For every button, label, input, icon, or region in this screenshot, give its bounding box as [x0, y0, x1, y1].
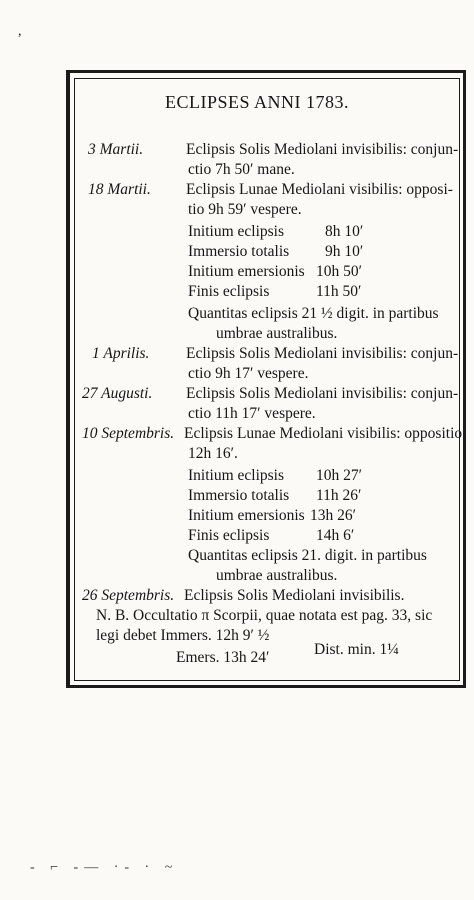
entry-line: 12h 16′.	[188, 445, 238, 462]
entry-line: Quantitas eclipsis 21 ½ digit. in partibus	[188, 305, 439, 322]
entry-line: Eclipsis Lunae Mediolani visibilis: opposi-	[186, 181, 453, 198]
phase-time: 11h 26′	[316, 487, 362, 504]
entry-line: Eclipsis Solis Mediolani invisibilis: conjun-	[186, 345, 459, 362]
phase-time: 13h 26′	[310, 507, 357, 524]
entry-line: ctio 7h 50′ mane.	[188, 161, 295, 178]
phase-label: Initium emersionis	[188, 507, 305, 524]
phase-label: Finis eclipsis	[188, 527, 270, 544]
note-line: N. B. Occultatio π Scorpii, quae notata est pag. 33, sic	[96, 607, 433, 624]
phase-label: Initium emersionis	[188, 263, 305, 280]
date-label: 10 Septembris.	[82, 425, 175, 442]
entry-line: umbrae australibus.	[216, 325, 338, 342]
corner-mark: ,	[18, 24, 22, 39]
date-label: 18 Martii.	[88, 181, 151, 198]
phase-time: 8h 10′	[325, 223, 364, 240]
entry-line: Eclipsis Solis Mediolani invisibilis: conjun-	[186, 141, 459, 158]
phase-label: Initium eclipsis	[188, 467, 285, 484]
phase-time: 11h 50′	[316, 283, 362, 300]
page-title: ECLIPSES ANNI 1783.	[164, 92, 349, 112]
entry-line: ctio 11h 17′ vespere.	[188, 405, 316, 422]
date-label: 27 Augusti.	[82, 385, 153, 402]
phase-label: Immersio totalis	[188, 487, 290, 504]
date-label: 1 Aprilis.	[92, 345, 150, 362]
phase-label: Finis eclipsis	[188, 283, 270, 300]
phase-time: 10h 50′	[316, 263, 363, 280]
note-line: Emers. 13h 24′	[176, 649, 270, 666]
entry-line: Eclipsis Lunae Mediolani visibilis: oppositio	[184, 425, 463, 442]
date-label: 26 Septembris.	[82, 587, 175, 604]
phase-time: 9h 10′	[325, 243, 364, 260]
entry-line: Eclipsis Solis Mediolani invisibilis.	[184, 587, 405, 604]
date-label: 3 Martii.	[88, 141, 144, 158]
entry-line: ctio 9h 17′ vespere.	[188, 365, 309, 382]
entry-line: tio 9h 59′ vespere.	[188, 201, 302, 218]
phase-time: 14h 6′	[316, 527, 355, 544]
entry-line: umbrae australibus.	[216, 567, 338, 584]
entry-line: Quantitas eclipsis 21. digit. in partibus	[188, 547, 427, 564]
note-line: legi debet Immers. 12h 9′ ½	[96, 627, 270, 644]
phase-time: 10h 27′	[316, 467, 363, 484]
bottom-marks: - ⌐ -— ·- · ~	[30, 860, 179, 875]
entry-line: Eclipsis Solis Mediolani invisibilis: conjun-	[186, 385, 459, 402]
phase-label: Initium eclipsis	[188, 223, 285, 240]
note-extra: Dist. min. 1¼	[314, 641, 399, 658]
phase-label: Immersio totalis	[188, 243, 290, 260]
